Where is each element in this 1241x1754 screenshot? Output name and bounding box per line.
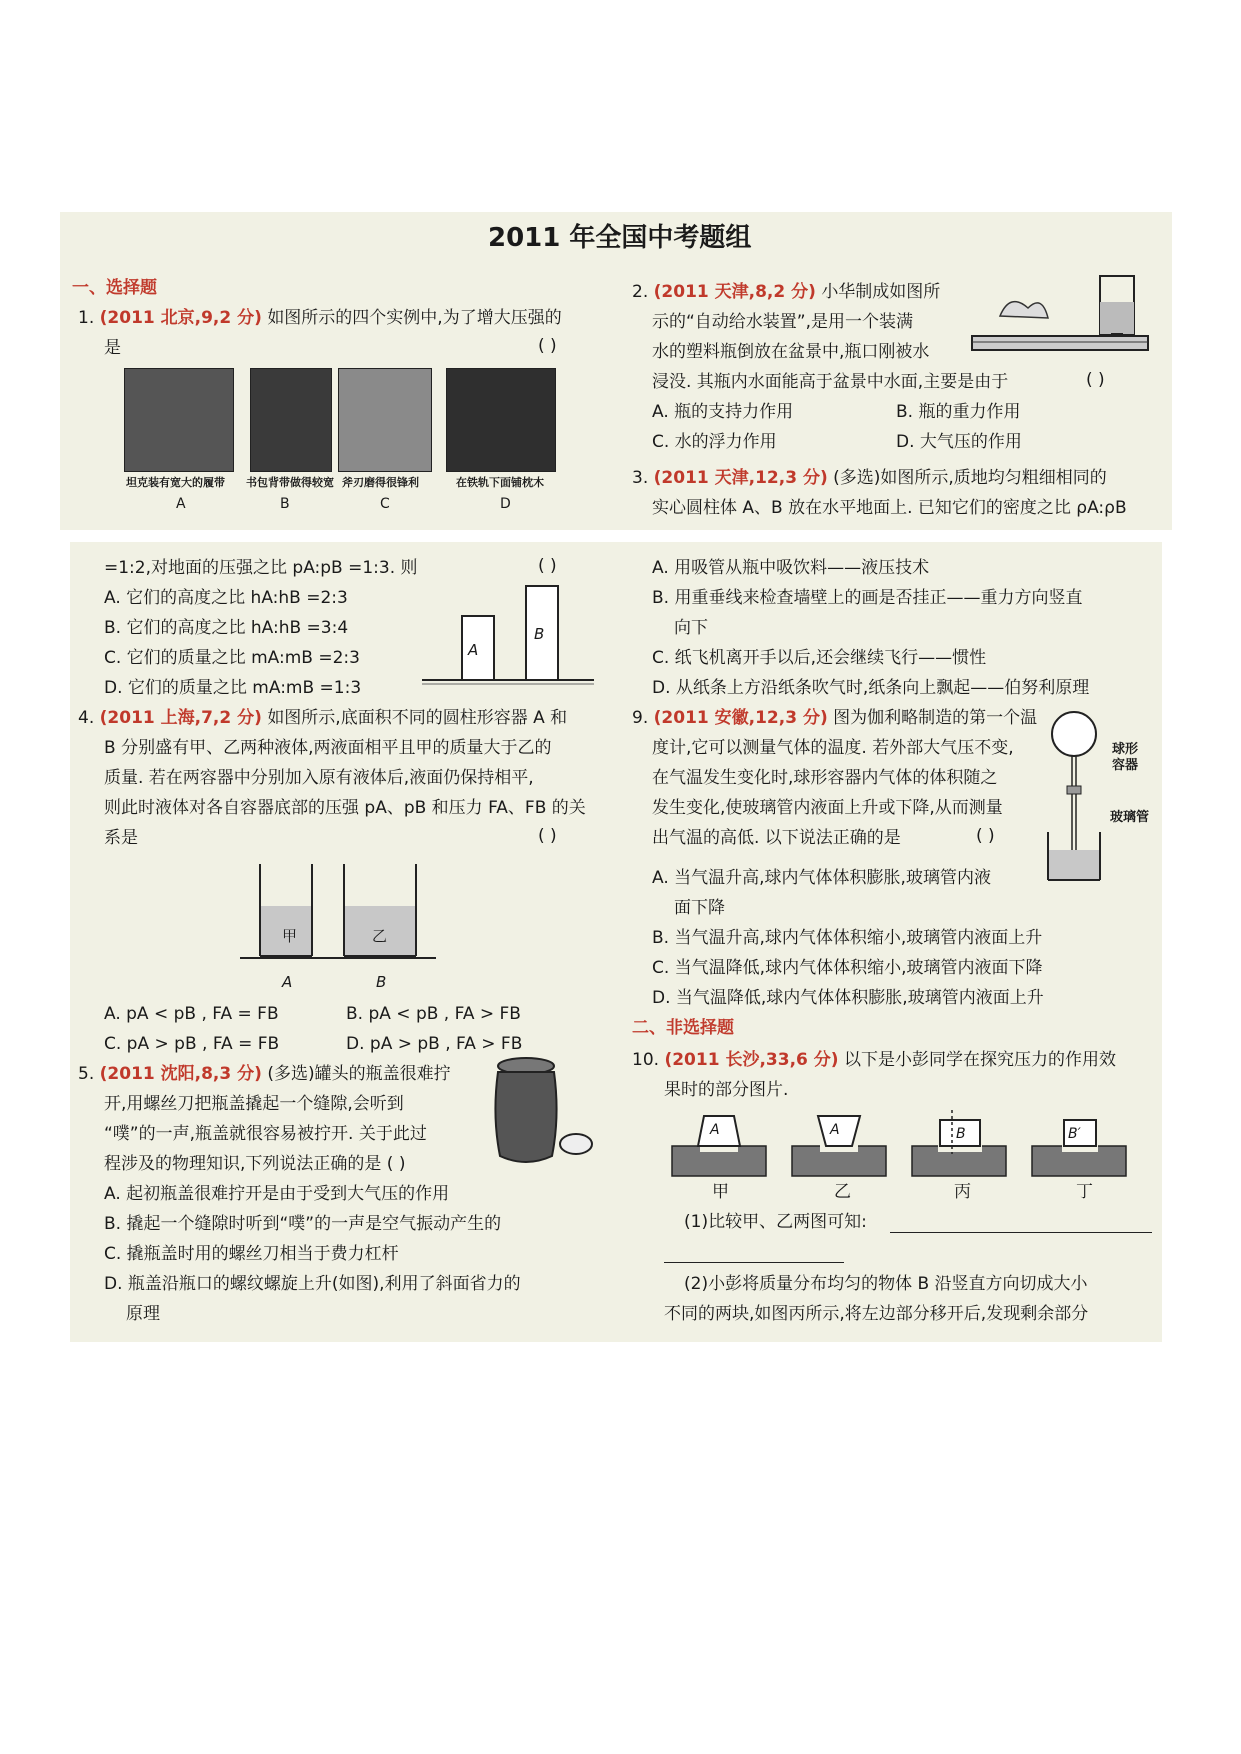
q5-line1: (多选)罐头的瓶盖很难拧 — [267, 1064, 451, 1084]
q5-source: (2011 沈阳,8,3 分) — [99, 1064, 262, 1084]
q10-fig-label-yi: 乙 — [834, 1182, 851, 1202]
q2-option-c: C. 水的浮力作用 — [652, 432, 777, 452]
q10-part2-line2: 不同的两块,如图丙所示,将左边部分移开后,发现剩余部分 — [664, 1304, 1089, 1324]
q3-answer-paren: ( ) — [538, 556, 557, 576]
q2-line4: 浸没. 其瓶内水面能高于盆景中水面,主要是由于 — [652, 372, 1009, 392]
q9-line5: 出气温的高低. 以下说法正确的是 — [652, 828, 901, 848]
q4-option-d: D. pA > pB , FA > FB — [346, 1034, 523, 1054]
q9-label-tube: 玻璃管 — [1110, 810, 1150, 825]
q5-number: 5. — [78, 1064, 95, 1084]
q5-option-a: A. 起初瓶盖很难拧开是由于受到大气压的作用 — [104, 1184, 450, 1204]
q2-option-d: D. 大气压的作用 — [896, 432, 1022, 452]
axe-photo — [338, 368, 432, 472]
q4-label-a: A — [282, 973, 293, 991]
q9-answer-paren: ( ) — [976, 826, 995, 846]
q10-line2: 果时的部分图片. — [664, 1080, 789, 1100]
section-heading-choice: 一、选择题 — [72, 278, 157, 298]
q1-source: (2011 北京,9,2 分) — [99, 308, 262, 328]
q9-option-b: B. 当气温升高,球内气体体积缩小,玻璃管内液面上升 — [652, 928, 1043, 948]
q10-answer-line-2 — [664, 1262, 844, 1263]
q10-block-a1: A — [710, 1122, 720, 1138]
q1-line2: 是 — [104, 338, 121, 358]
q5-option-b: B. 撬起一个缝隙时听到“噗”的一声是空气振动产生的 — [104, 1214, 502, 1234]
q10-block-b: B — [956, 1126, 966, 1142]
q4-containers-figure — [240, 860, 440, 972]
q4-line1: 如图所示,底面积不同的圆柱形容器 A 和 — [267, 708, 568, 728]
section-heading-nonchoice: 二、非选择题 — [632, 1018, 734, 1038]
q3-option-c: C. 它们的质量之比 mA:mB =2:3 — [104, 648, 360, 668]
q2-water-bottle-figure — [970, 272, 1150, 368]
q8-option-b: B. 用重垂线来检查墙壁上的画是否挂正——重力方向竖直 — [652, 588, 1083, 608]
q1-letter-a: A — [176, 496, 186, 512]
q5-text — [78, 1062, 451, 1086]
q10-number: 10. — [632, 1050, 660, 1070]
q10-fig-label-ding: 丁 — [1076, 1182, 1093, 1202]
q2-line1: 小华制成如图所 — [821, 282, 941, 302]
q5-line3: “噗”的一声,瓶盖就很容易被拧开. 关于此过 — [104, 1124, 427, 1144]
q8-option-b-cont: 向下 — [674, 618, 708, 638]
railway-photo — [446, 368, 556, 472]
q1-text — [78, 306, 562, 330]
q3-option-d: D. 它们的质量之比 mA:mB =1:3 — [104, 678, 362, 698]
q3-line3: =1:2,对地面的压强之比 pA:pB =1:3. 则 — [104, 558, 418, 578]
q2-answer-paren: ( ) — [1086, 370, 1105, 390]
q9-option-a: A. 当气温升高,球内气体体积膨胀,玻璃管内液 — [652, 868, 991, 888]
q1-caption-b: 书包背带做得较宽 — [246, 476, 334, 489]
q9-line4: 发生变化,使玻璃管内液面上升或下降,从而测量 — [652, 798, 1003, 818]
q1-caption-a: 坦克装有宽大的履带 — [126, 476, 225, 489]
q1-number: 1. — [78, 308, 95, 328]
q9-label-bulb-2: 容器 — [1112, 758, 1139, 773]
q9-line1: 图为伽利略制造的第一个温 — [833, 708, 1038, 728]
q1-caption-d: 在铁轨下面铺枕木 — [456, 476, 544, 489]
q4-liquid-a: 甲 — [282, 927, 298, 945]
q5-jar-figure — [490, 1056, 594, 1170]
q2-text — [632, 280, 940, 304]
q3-label-a: A — [468, 641, 479, 659]
q3-label-b: B — [534, 625, 545, 643]
q1-answer-paren: ( ) — [538, 336, 557, 356]
q2-line2: 示的“自动给水装置”,是用一个装满 — [652, 312, 914, 332]
q3-option-b: B. 它们的高度之比 hA:hB =3:4 — [104, 618, 349, 638]
q2-option-b: B. 瓶的重力作用 — [896, 402, 1021, 422]
q3-option-a: A. 它们的高度之比 hA:hB =2:3 — [104, 588, 348, 608]
q1-letter-b: B — [280, 496, 290, 512]
q3-line1: (多选)如图所示,质地均匀粗细相同的 — [833, 468, 1107, 488]
q4-option-c: C. pA > pB , FA = FB — [104, 1034, 280, 1054]
q10-block-b-prime: B′ — [1068, 1126, 1081, 1142]
q3-number: 3. — [632, 468, 649, 488]
q4-option-b: B. pA < pB , FA > FB — [346, 1004, 521, 1024]
q4-option-a: A. pA < pB , FA = FB — [104, 1004, 279, 1024]
q4-source: (2011 上海,7,2 分) — [99, 708, 262, 728]
q2-source: (2011 天津,8,2 分) — [653, 282, 816, 302]
q4-label-b: B — [376, 973, 387, 991]
q10-line1: 以下是小彭同学在探究压力的作用效 — [843, 1050, 1116, 1070]
q4-text — [78, 706, 567, 730]
q9-option-a-cont: 面下降 — [674, 898, 725, 918]
q4-line4: 则此时液体对各自容器底部的压强 pA、pB 和压力 FA、FB 的关 — [104, 798, 586, 818]
q3-source: (2011 天津,12,3 分) — [653, 468, 828, 488]
q2-option-a: A. 瓶的支持力作用 — [652, 402, 794, 422]
q4-line3: 质量. 若在两容器中分别加入原有液体后,液面仍保持相平, — [104, 768, 534, 788]
q9-option-c: C. 当气温降低,球内气体体积缩小,玻璃管内液面下降 — [652, 958, 1043, 978]
q4-number: 4. — [78, 708, 95, 728]
q8-option-a: A. 用吸管从瓶中吸饮料——液压技术 — [652, 558, 930, 578]
q9-source: (2011 安徽,12,3 分) — [653, 708, 828, 728]
q8-option-d: D. 从纸条上方沿纸条吹气时,纸条向上飘起——伯努利原理 — [652, 678, 1090, 698]
q2-number: 2. — [632, 282, 649, 302]
q5-line4: 程涉及的物理知识,下列说法正确的是 ( ) — [104, 1154, 406, 1174]
page-title: 2011 年全国中考题组 — [488, 223, 752, 253]
q9-number: 9. — [632, 708, 649, 728]
q10-answer-line-1 — [890, 1232, 1152, 1233]
q10-block-a2: A — [830, 1122, 840, 1138]
q10-text — [632, 1048, 1116, 1072]
q1-caption-c: 斧刃磨得很锋利 — [342, 476, 419, 489]
q1-letter-c: C — [380, 496, 390, 512]
q10-part2-line1: (2)小彭将质量分布均匀的物体 B 沿竖直方向切成大小 — [684, 1274, 1088, 1294]
q10-fig-label-jia: 甲 — [712, 1182, 729, 1202]
q1-line1: 如图所示的四个实例中,为了增大压强的 — [267, 308, 562, 328]
q5-option-d-cont: 原理 — [126, 1304, 160, 1324]
tank-photo — [124, 368, 234, 472]
q5-option-c: C. 撬瓶盖时用的螺丝刀相当于费力杠杆 — [104, 1244, 399, 1264]
q4-line2: B 分别盛有甲、乙两种液体,两液面相平且甲的质量大于乙的 — [104, 738, 552, 758]
q1-letter-d: D — [500, 496, 511, 512]
q9-text — [632, 706, 1037, 730]
q4-answer-paren: ( ) — [538, 826, 557, 846]
q5-option-d: D. 瓶盖沿瓶口的螺纹螺旋上升(如图),利用了斜面省力的 — [104, 1274, 521, 1294]
q10-fig-label-bing: 丙 — [954, 1182, 971, 1202]
q9-label-bulb-1: 球形 — [1112, 742, 1139, 757]
q4-liquid-b: 乙 — [372, 927, 388, 945]
q9-thermometer-figure — [1034, 708, 1114, 884]
q9-line3: 在气温发生变化时,球形容器内气体的体积随之 — [652, 768, 998, 788]
backpack-photo — [250, 368, 332, 472]
q9-line2: 度计,它可以测量气体的温度. 若外部大气压不变, — [652, 738, 1014, 758]
q10-part1: (1)比较甲、乙两图可知: — [684, 1212, 867, 1232]
q8-option-c: C. 纸飞机离开手以后,还会继续飞行——惯性 — [652, 648, 987, 668]
q3-text — [632, 466, 1107, 490]
q2-line3: 水的塑料瓶倒放在盆景中,瓶口刚被水 — [652, 342, 930, 362]
q9-option-d: D. 当气温降低,球内气体体积膨胀,玻璃管内液面上升 — [652, 988, 1044, 1008]
q4-line5: 系是 — [104, 828, 138, 848]
q3-line2: 实心圆柱体 A、B 放在水平地面上. 已知它们的密度之比 ρA:ρB — [652, 498, 1127, 518]
q10-source: (2011 长沙,33,6 分) — [664, 1050, 839, 1070]
q3-cylinders-figure — [418, 580, 598, 690]
q5-line2: 开,用螺丝刀把瓶盖撬起一个缝隙,会听到 — [104, 1094, 404, 1114]
